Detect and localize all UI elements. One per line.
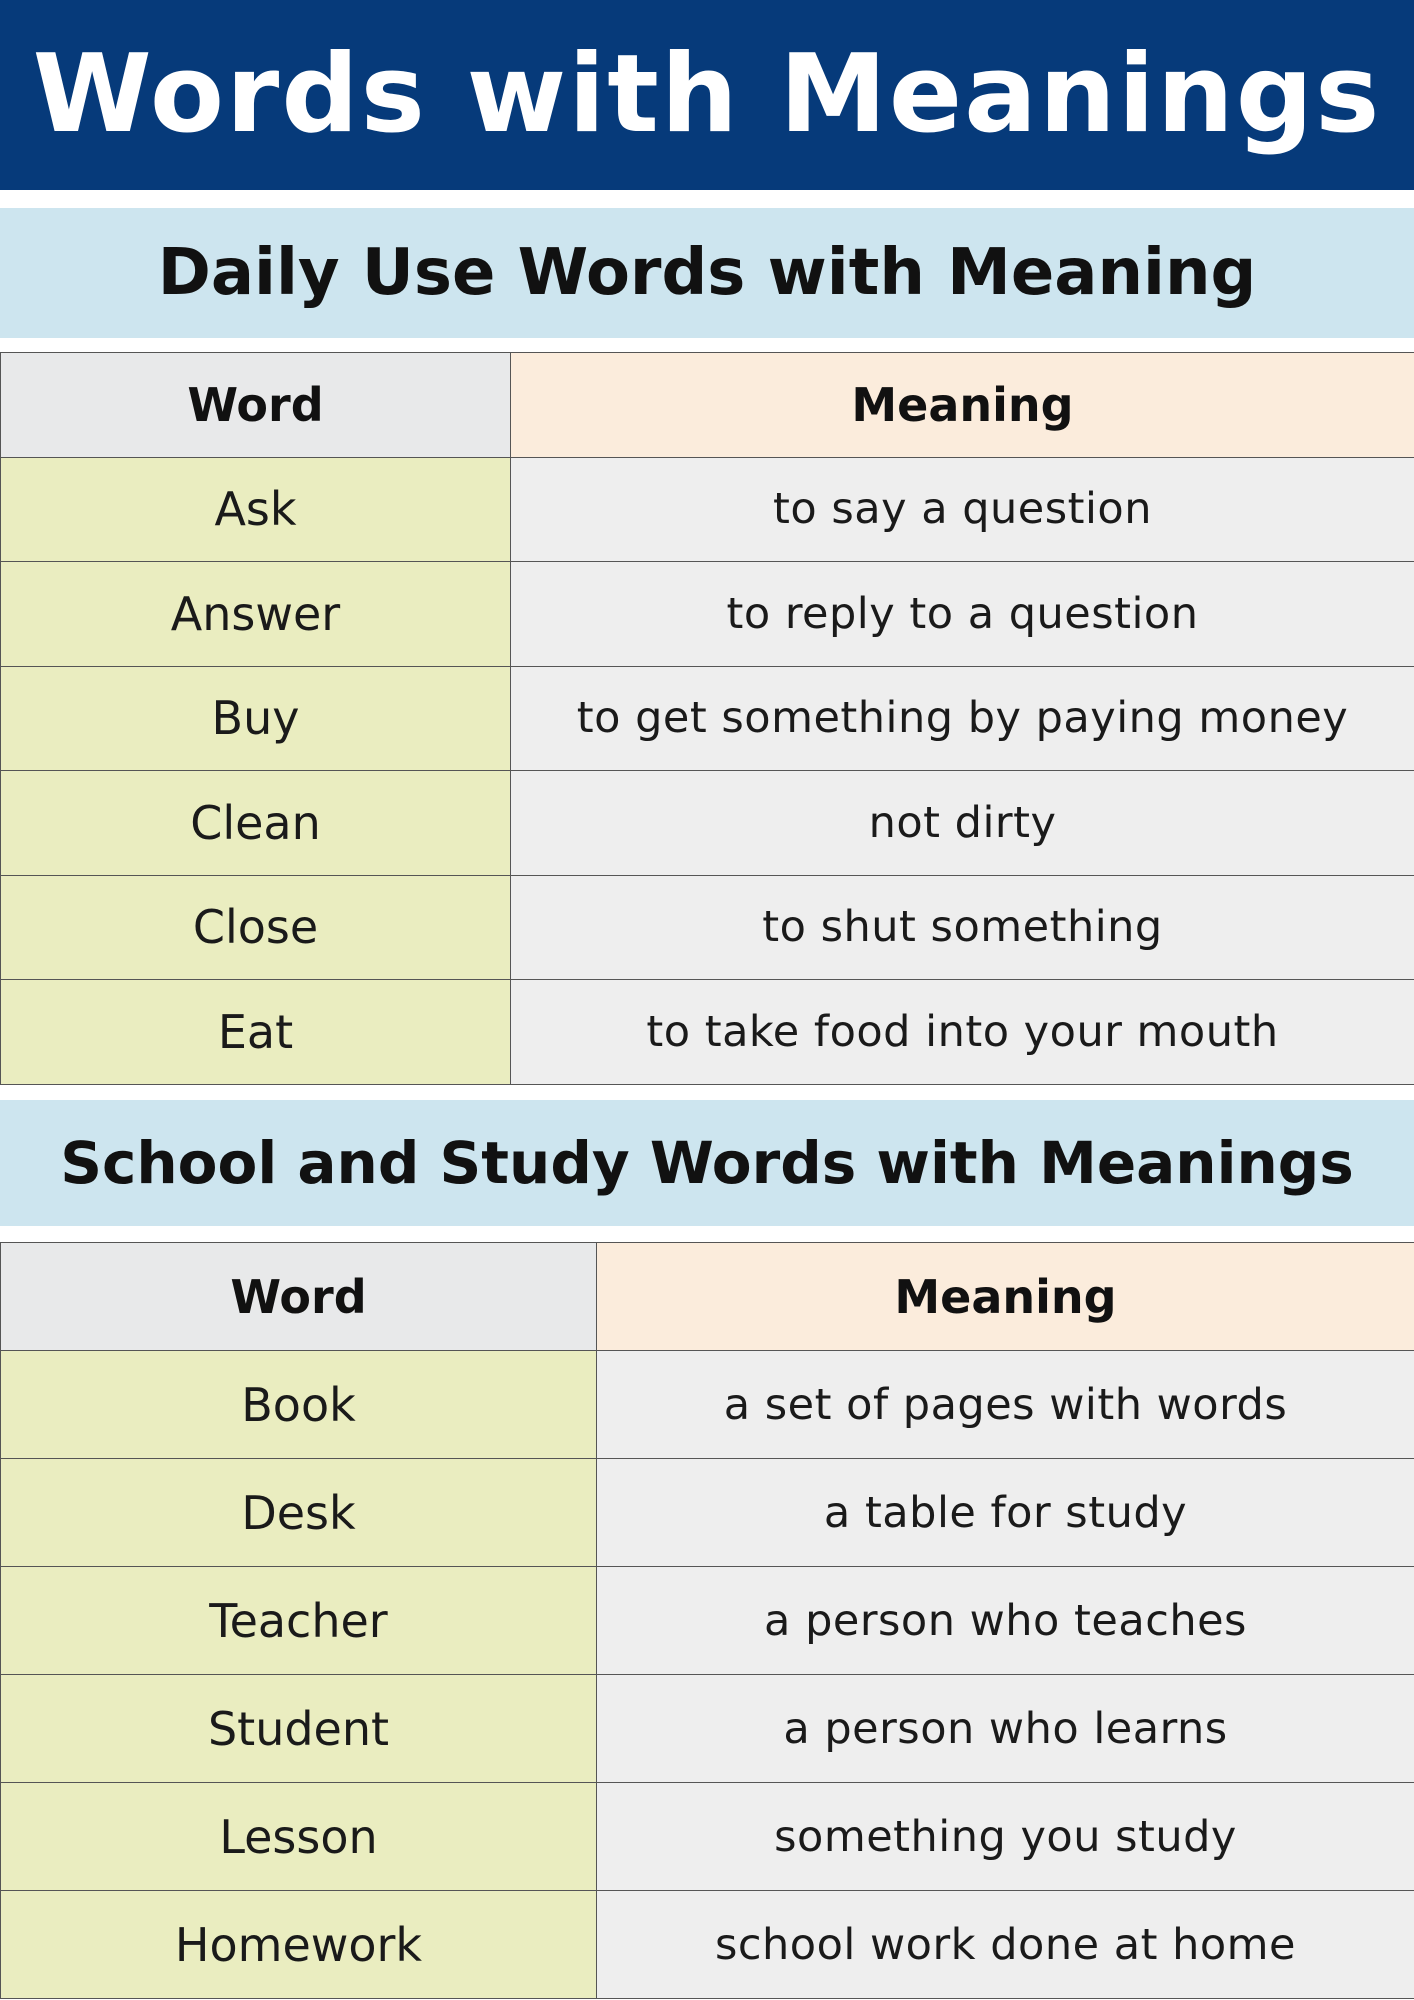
table-row	[1, 562, 1414, 667]
section-banner-school-study	[0, 1100, 1414, 1226]
meaning-cell: to shut something	[511, 875, 1414, 980]
word-cell: Homework	[1, 1891, 597, 1999]
title-banner	[0, 0, 1414, 190]
table-row	[1, 666, 1414, 771]
word-cell: Student	[1, 1675, 597, 1783]
word-cell: Answer	[1, 562, 511, 667]
meaning-column-header: Meaning	[597, 1243, 1414, 1351]
word-column-header: Word	[1, 353, 511, 458]
word-cell: Eat	[1, 980, 511, 1085]
meaning-cell: a set of pages with words	[597, 1351, 1414, 1459]
table-row	[1, 1783, 1414, 1891]
school-study-words-table	[0, 1242, 1414, 1999]
section-heading-school-study: School and Study Words with Meanings	[60, 1129, 1354, 1197]
section-banner-daily-use	[0, 208, 1414, 338]
meaning-cell: a person who learns	[597, 1675, 1414, 1783]
meaning-cell: to take food into your mouth	[511, 980, 1414, 1085]
meaning-cell: a person who teaches	[597, 1567, 1414, 1675]
table-row	[1, 1567, 1414, 1675]
word-column-header: Word	[1, 1243, 597, 1351]
meaning-cell: not dirty	[511, 771, 1414, 876]
table-row	[1, 1675, 1414, 1783]
table-row	[1, 980, 1414, 1085]
word-cell: Buy	[1, 666, 511, 771]
meaning-cell: to get something by paying money	[511, 666, 1414, 771]
word-cell: Close	[1, 875, 511, 980]
meaning-cell: to reply to a question	[511, 562, 1414, 667]
meaning-cell: to say a question	[511, 457, 1414, 562]
word-cell: Book	[1, 1351, 597, 1459]
table-row	[1, 875, 1414, 980]
section-heading-daily-use: Daily Use Words with Meaning	[157, 236, 1257, 310]
table-row	[1, 1459, 1414, 1567]
word-cell: Lesson	[1, 1783, 597, 1891]
word-cell: Teacher	[1, 1567, 597, 1675]
table-row	[1, 1891, 1414, 1999]
word-cell: Desk	[1, 1459, 597, 1567]
meaning-column-header: Meaning	[511, 353, 1414, 458]
table-header-row	[1, 353, 1414, 458]
table-header-row	[1, 1243, 1414, 1351]
meaning-cell: something you study	[597, 1783, 1414, 1891]
meaning-cell: school work done at home	[597, 1891, 1414, 1999]
daily-use-words-table	[0, 352, 1414, 1085]
meaning-cell: a table for study	[597, 1459, 1414, 1567]
word-cell: Ask	[1, 457, 511, 562]
table-row	[1, 771, 1414, 876]
table-row	[1, 457, 1414, 562]
word-cell: Clean	[1, 771, 511, 876]
table-row	[1, 1351, 1414, 1459]
page-title: Words with Meanings	[32, 32, 1382, 157]
